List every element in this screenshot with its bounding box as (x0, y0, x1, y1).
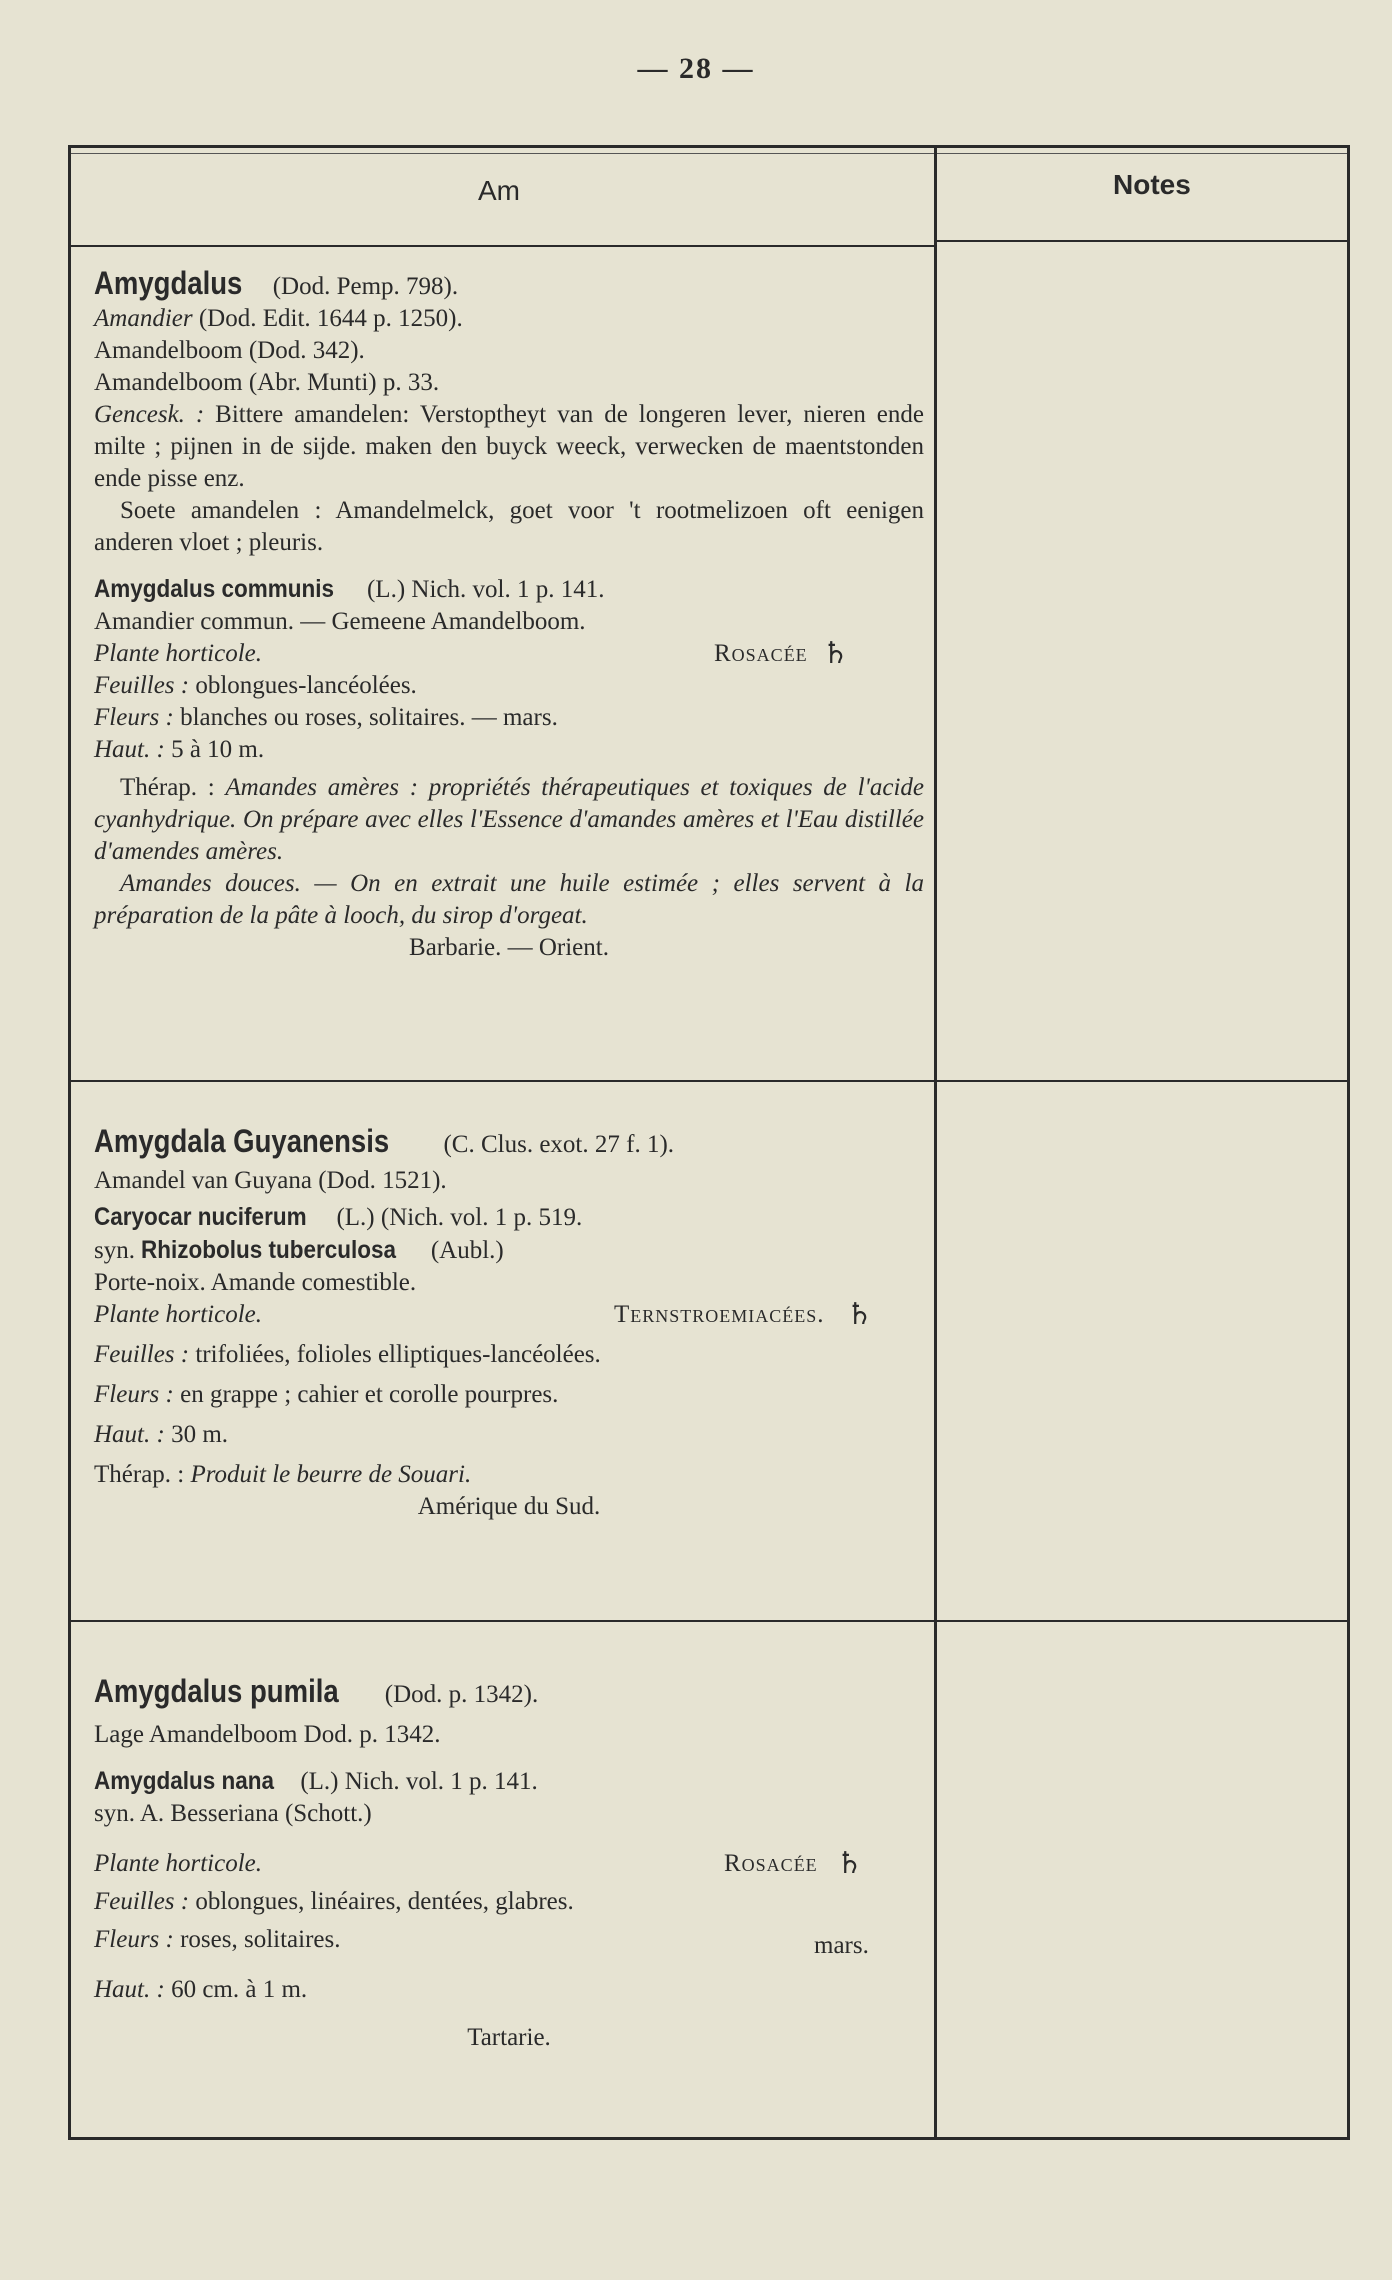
tree-symbol-icon: ♄ (822, 637, 849, 670)
genus-title: Amygdalus (94, 265, 243, 301)
plante-label: Plante horticole. (94, 640, 263, 667)
family-name: Rosacée (724, 1850, 818, 1877)
soete-text: Soete amandelen : Amandelmelck, goet voor 't rootmelizoen oft eenigen anderen vloet ; pleuris. (94, 497, 924, 556)
fleurs-label: Fleurs : (94, 1926, 174, 1953)
species-name: Amygdalus nana (94, 1767, 275, 1795)
reference: (C. Clus. exot. 27 f. 1). (437, 1131, 675, 1158)
reference-line: Amandel van Guyana (Dod. 1521). (94, 1167, 447, 1194)
family-name: Ternstroemiacées. (614, 1301, 825, 1328)
fleurs-month: mars. (814, 1932, 869, 1959)
right-border (1347, 145, 1350, 2140)
feuilles-label: Feuilles : (94, 1888, 190, 1915)
family-name: Rosacée (714, 640, 808, 667)
column-header-am: Am (478, 175, 520, 206)
vernacular-name: Amandier (94, 305, 193, 332)
feuilles-label: Feuilles : (94, 672, 190, 699)
haut-text: 30 m. (164, 1421, 229, 1448)
synonym-ref: (Aubl.) (424, 1237, 504, 1264)
reference: (Dod. p. 1342). (378, 1681, 539, 1708)
therap-text: Produit le beurre de Souari. (190, 1461, 472, 1488)
species-ref: (L.) (Nich. vol. 1 p. 519. (330, 1204, 583, 1231)
fleurs-text: blanches ou roses, solitaires. (173, 704, 466, 731)
entry-amygdalus-pumila (94, 1675, 924, 2054)
left-border (68, 145, 71, 2140)
synonym-name: Rhizobolus tuberculosa (141, 1236, 397, 1264)
header-rule-right (934, 240, 1350, 242)
common-names: Porte-noix. Amande comestible. (94, 1269, 417, 1296)
therap-label: Thérap. : (94, 1461, 191, 1488)
entry-divider-1 (68, 1080, 1350, 1082)
reference-line: Amandelboom (Dod. 342). (94, 337, 365, 364)
gencesk-text: Bittere amandelen: Verstoptheyt van de longeren lever, nieren ende milte ; pijnen in de sijde. maken den buyck weeck, verwecken de maentstonden ende pisse enz. (94, 401, 924, 492)
bottom-rule (68, 2137, 1350, 2140)
haut-text: 5 à 10 m. (164, 736, 265, 763)
synonym-line: syn. A. Besseriana (Schott.) (94, 1800, 372, 1827)
species-ref: (L.) Nich. vol. 1 p. 141. (294, 1768, 538, 1795)
fleurs-label: Fleurs : (94, 1381, 174, 1408)
plante-label: Plante horticole. (94, 1850, 263, 1877)
header-rule-left (68, 245, 934, 247)
feuilles-text: oblongues-lancéolées. (189, 672, 417, 699)
entry-amygdala-guyanensis (94, 1125, 924, 1523)
species-ref: (L.) Nich. vol. 1 p. 141. (360, 576, 605, 603)
therap-label: Thérap. : (120, 774, 226, 801)
species-name: Caryocar nuciferum (94, 1203, 307, 1231)
gencesk-label: Gencesk. : (94, 401, 205, 428)
fleurs-label: Fleurs : (94, 704, 174, 731)
reference-line: Amandelboom (Abr. Munti) p. 33. (94, 369, 440, 396)
haut-label: Haut. : (94, 1421, 165, 1448)
entry-amygdalus (94, 267, 924, 964)
origin: Amérique du Sud. (417, 1493, 601, 1520)
tree-symbol-icon: ♄ (836, 1847, 863, 1880)
common-names: Amandier commun. — Gemeene Amandelboom. (94, 608, 586, 635)
fleurs-text: en grappe ; cahier et corolle pourpres. (173, 1381, 559, 1408)
plante-label: Plante horticole. (94, 1301, 263, 1328)
origin: Barbarie. — Orient. (409, 934, 609, 961)
douces-text: Amandes douces. — On en extrait une huile estimée ; elles servent à la préparation de la pâte à looch, du sirop d'orgeat. (94, 870, 924, 929)
column-header-notes: Notes (1113, 169, 1191, 200)
reference-line: Lage Amandelboom Dod. p. 1342. (94, 1721, 441, 1748)
genus-title: Amygdala Guyanensis (94, 1123, 390, 1159)
feuilles-text: oblongues, linéaires, dentées, glabres. (189, 1888, 574, 1915)
feuilles-label: Feuilles : (94, 1341, 190, 1368)
top-rule (68, 145, 1350, 148)
haut-label: Haut. : (94, 736, 165, 763)
reference: (Dod. Edit. 1644 p. 1250). (192, 305, 463, 332)
genus-title: Amygdalus pumila (94, 1673, 339, 1709)
haut-label: Haut. : (94, 1976, 165, 2003)
feuilles-text: trifoliées, folioles elliptiques-lancéolées. (189, 1341, 601, 1368)
therap-text: Amandes amères : propriétés thérapeutiques et toxiques de l'acide cyanhydrique. On prépare avec elles l'Essence d'amandes amères et l'Eau distillée d'amendes amères. (94, 774, 924, 865)
fleurs-month: — mars. (471, 704, 558, 731)
tree-symbol-icon: ♄ (846, 1298, 873, 1331)
reference: (Dod. Pemp. 798). (266, 273, 459, 300)
haut-text: 60 cm. à 1 m. (164, 1976, 308, 2003)
page-number: — 28 — (637, 52, 755, 85)
syn-prefix: syn. (94, 1237, 142, 1264)
column-divider (934, 145, 937, 2140)
species-name: Amygdalus communis (94, 575, 335, 603)
table-frame (68, 145, 1350, 2140)
entry-divider-2 (68, 1620, 1350, 1622)
origin: Tartarie. (467, 2024, 551, 2051)
fleurs-text: roses, solitaires. (173, 1926, 341, 1953)
top-rule-thin (68, 153, 1350, 154)
